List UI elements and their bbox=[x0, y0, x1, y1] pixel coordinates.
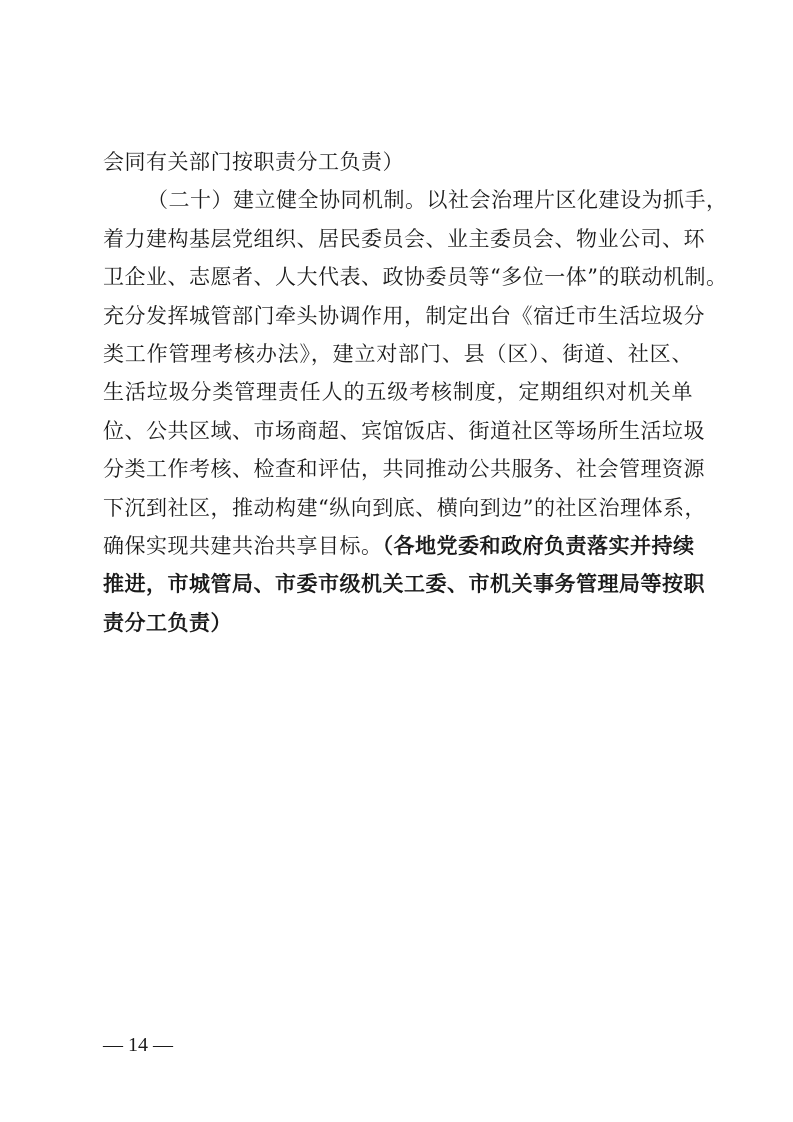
paragraph-line: 类工作管理考核办法》，建立对部门、县（区）、街道、社区、 bbox=[103, 341, 693, 366]
paragraph-line: 充分发挥城管部门牵头协调作用，制定出台《宿迁市生活垃圾分 bbox=[103, 303, 705, 328]
paragraph-line: 下沉到社区，推动构建“纵向到底、横向到边”的社区治理体系， bbox=[103, 495, 706, 520]
paragraph-heading-line: （二十）建立健全协同机制。以社会治理片区化建设为抓手， bbox=[147, 188, 728, 213]
paragraph-line: 位、公共区域、市场商超、宾馆饭店、街道社区等场所生活垃圾 bbox=[103, 418, 705, 443]
paragraph-text: 确保实现共建共治共享目标。 bbox=[103, 533, 383, 558]
paragraph-line: 着力建构基层党组织、居民委员会、业主委员会、物业公司、环 bbox=[103, 226, 705, 251]
page-number: — 14 — bbox=[103, 1034, 173, 1056]
responsibility-note-line: 责分工负责） bbox=[103, 609, 232, 635]
paragraph-line: 卫企业、志愿者、人大代表、政协委员等“多位一体”的联动机制。 bbox=[103, 265, 728, 290]
paragraph-line: 生活垃圾分类管理责任人的五级考核制度，定期组织对机关单 bbox=[103, 380, 693, 405]
paragraph-line: 会同有关部门按职责分工负责） bbox=[103, 150, 404, 174]
paragraph-line: 分类工作考核、检查和评估，共同推动公共服务、社会管理资源 bbox=[103, 457, 705, 482]
responsibility-note-line: 推进，市城管局、市委市级机关工委、市机关事务管理局等按职 bbox=[103, 571, 705, 597]
paragraph-line bbox=[103, 527, 693, 565]
responsibility-note: （各地党委和政府负责落实并持续 bbox=[382, 532, 695, 558]
document-body bbox=[103, 143, 728, 642]
